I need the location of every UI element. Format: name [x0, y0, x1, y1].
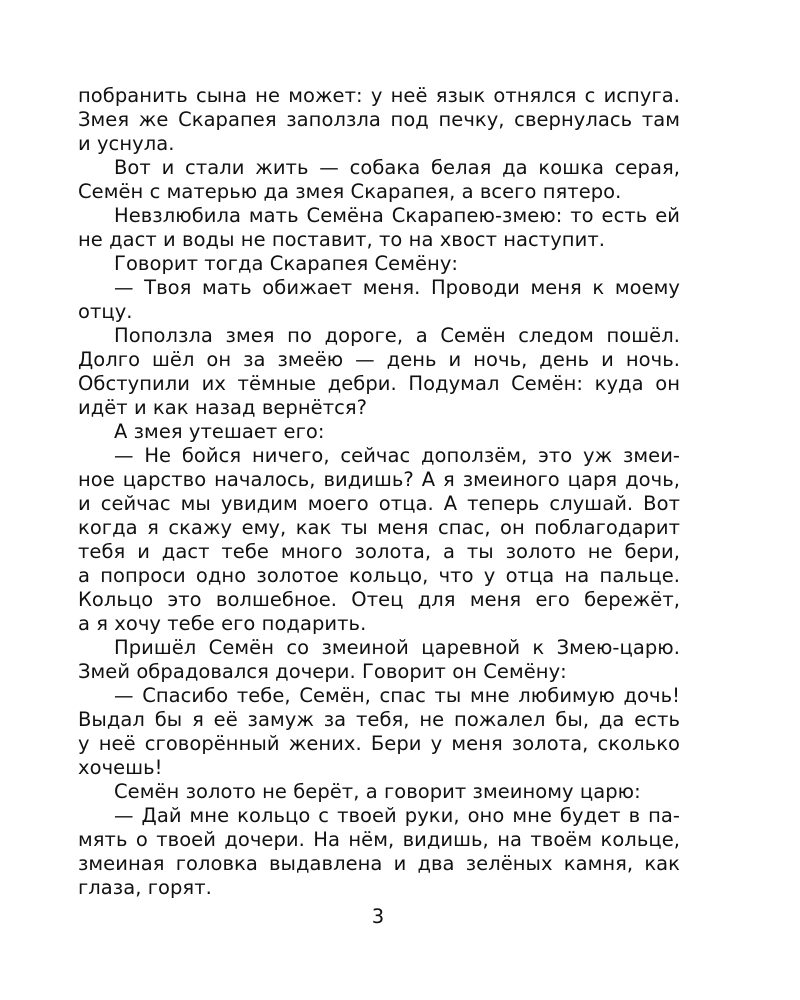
- text-line-25: Змей обрадовался дочери. Говорит он Семёну:: [78, 660, 567, 683]
- page-number: 3: [371, 905, 385, 928]
- text-line-32: мять о твоей дочери. На нём, видишь, на твоём кольце,: [78, 828, 680, 851]
- text-line-5: Семён с матерью да змея Скарапея, а всего пятеро.: [78, 180, 622, 203]
- text-line-21: а попроси одно золотое кольцо, что у отца на пальце.: [78, 564, 680, 587]
- text-line-16: — Не бойся ничего, сейчас доползём, это уж змеи-: [114, 444, 680, 467]
- text-line-14: идёт и как назад вернётся?: [78, 396, 368, 419]
- text-line-28: у неё сговорённый жених. Бери у меня золота, сколько: [78, 732, 680, 755]
- text-line-19: когда я скажу ему, как ты меня спас, он поблагодарит: [78, 516, 680, 539]
- text-line-20: тебя и даст тебе много золота, а ты золото не бери,: [78, 540, 680, 563]
- text-line-15: А змея утешает его:: [114, 420, 325, 443]
- text-line-33: змеиная головка выдавлена и два зелёных камня, как: [78, 852, 680, 875]
- text-line-30: Семён золото не берёт, а говорит змеиному царю:: [114, 780, 641, 803]
- text-line-3: и уснула.: [78, 132, 175, 155]
- text-line-1: побранить сына не может: у неё язык отнялся с испуга.: [78, 84, 680, 107]
- text-line-26: — Спасибо тебе, Семён, спас ты мне любимую дочь!: [114, 684, 680, 707]
- text-line-29: хочешь!: [78, 756, 163, 779]
- text-line-24: Пришёл Семён со змеиной царевной к Змею-царю.: [114, 636, 680, 659]
- text-line-4: Вот и стали жить — собака белая да кошка серая,: [114, 156, 680, 179]
- text-line-9: — Твоя мать обижает меня. Проводи меня к моему: [114, 276, 680, 299]
- text-line-12: Долго шёл он за змеёю — день и ночь, день и ночь.: [78, 348, 680, 371]
- text-line-13: Обступили их тёмные дебри. Подумал Семён: куда он: [78, 372, 680, 395]
- text-line-34: глаза, горят.: [78, 876, 212, 899]
- text-column: [78, 84, 680, 900]
- text-line-18: и сейчас мы увидим моего отца. А теперь слушай. Вот: [78, 492, 680, 515]
- text-line-10: отцу.: [78, 300, 133, 323]
- text-line-8: Говорит тогда Скарапея Семёну:: [114, 252, 459, 275]
- text-line-7: не даст и воды не поставит, то на хвост наступит.: [78, 228, 605, 251]
- text-line-6: Невзлюбила мать Семёна Скарапею-змею: то есть ей: [114, 204, 680, 227]
- text-line-17: ное царство началось, видишь? А я змеиного царя дочь,: [78, 468, 680, 491]
- text-line-31: — Дай мне кольцо с твоей руки, оно мне будет в па-: [114, 804, 680, 827]
- text-line-27: Выдал бы я её замуж за тебя, не пожалел бы, да есть: [78, 708, 680, 731]
- text-line-2: Змея же Скарапея заползла под печку, свернулась там: [78, 108, 680, 131]
- text-line-23: а я хочу тебе его подарить.: [78, 612, 367, 635]
- text-line-11: Поползла змея по дороге, а Семён следом пошёл.: [114, 324, 680, 347]
- text-line-22: Кольцо это волшебное. Отец для меня его бережёт,: [78, 588, 680, 611]
